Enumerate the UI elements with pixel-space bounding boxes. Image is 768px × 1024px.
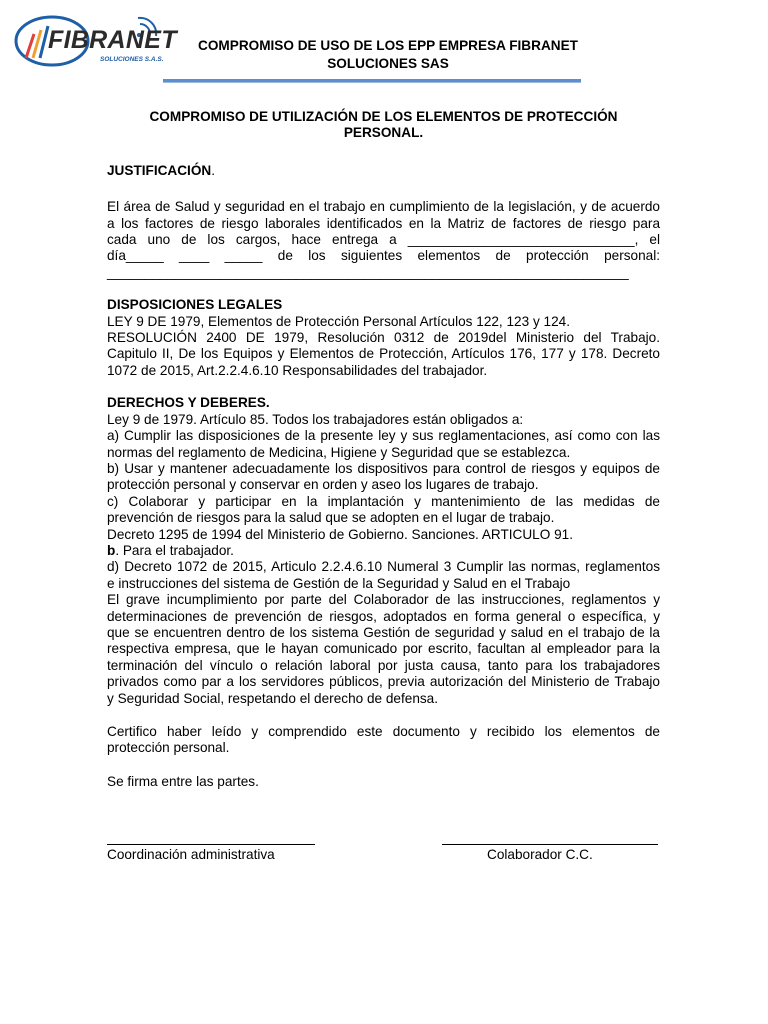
justificacion-heading-period: . [211, 162, 216, 178]
disposiciones-line: LEY 9 DE 1979, Elementos de Protección Personal Artículos 122, 123 y 124. [107, 313, 570, 329]
certifico-line: Certifico haber leído y comprendido este documento y recibido los elementos de [107, 724, 660, 739]
derechos-item-c: c) Colaborar y participar en la implantación y mantenimiento de las medidas de [107, 493, 660, 509]
document-body [107, 109, 660, 790]
document-title-line1: COMPROMISO DE UTILIZACIÓN DE LOS ELEMENTOS DE PROTECCIÓN [149, 109, 618, 124]
disposiciones-heading: DISPOSICIONES LEGALES [107, 297, 283, 313]
derechos-item-a: a) Cumplir las disposiciones de la presente ley y sus reglamentaciones, así como con las [107, 428, 660, 444]
signature-line-right[interactable] [442, 832, 658, 845]
logo-subtitle: SOLUCIONES S.A.S. [100, 56, 164, 63]
grave-line: y Seguridad Social, respetando el derecho de defensa. [107, 690, 439, 706]
grave-line: determinaciones de prevención de riesgos, adoptados en forma general o específica, y [107, 608, 660, 624]
justificacion-blank-line: _____________________________________________________________________ [107, 264, 629, 280]
derechos-item-c: prevención de riesgos para la salud que se adopten en el lugar de trabajo. [107, 510, 555, 526]
derechos-heading: DERECHOS Y DEBERES. [107, 395, 270, 411]
certifico-line: protección personal. [107, 740, 230, 756]
justificacion-heading [107, 163, 660, 179]
grave-line: terminación del vínculo o relación laboral por justa causa, tanto para los trabajadores [107, 657, 660, 673]
derechos-item-a: normas del reglamento de Medicina, Higiene y Seguridad que se establezca. [107, 444, 571, 460]
signature-label-left: Coordinación administrativa [107, 847, 275, 862]
derechos-item-b: protección personal y conservar en orden y aseo los lugares de trabajo. [107, 477, 539, 493]
se-firma-text: Se firma entre las partes. [107, 773, 259, 789]
document-title-line2: PERSONAL. [343, 125, 424, 141]
para-trabajador-letter: b [107, 542, 116, 558]
justificacion-line: a los factores de riesgo laborales identificados en la Matriz de factores de riesgo para [107, 215, 660, 231]
header-title [180, 37, 596, 73]
justificacion-heading-text: JUSTIFICACIÓN [107, 162, 212, 178]
derechos-item-b: b) Usar y mantener adecuadamente los dispositivos para control de riesgos y equipos de [107, 460, 660, 476]
derechos-decreto: Decreto 1295 de 1994 del Ministerio de Gobierno. Sanciones. ARTICULO 91. [107, 526, 573, 542]
derechos-item-d: d) Decreto 1072 de 2015, Articulo 2.2.4.6.10 Numeral 3 Cumplir las normas, reglamentos [107, 559, 660, 575]
header-divider [163, 79, 581, 83]
logo-wordmark: FIBRANET [48, 26, 177, 54]
para-trabajador-text: . Para el trabajador. [115, 542, 234, 558]
grave-line: El grave incumplimiento por parte del Colaborador de las instrucciones, reglamentos y [107, 592, 660, 608]
grave-line: respectiva empresa, que le hayan comunicado por escrito, facultan al empleador para la [107, 641, 660, 657]
signature-block-left [107, 832, 315, 863]
grave-line: privados como par a los servidores públicos, previa autorización del Ministerio de Trabajo [107, 674, 660, 690]
signature-line-left[interactable] [107, 832, 315, 845]
justificacion-line: día_____ ____ _____ de los siguientes elementos de protección personal: [107, 248, 660, 264]
signature-block-right [442, 832, 658, 863]
disposiciones-line: 1072 de 2015, Art.2.2.4.6.10 Responsabilidades del trabajador. [107, 362, 488, 378]
disposiciones-line: Capitulo II, De los Equipos y Elementos de Protección, Artículos 176, 177 y 178. Decreto [107, 346, 660, 362]
header-title-line1: COMPROMISO DE USO DE LOS EPP EMPRESA FIBRANET [198, 38, 578, 53]
document-title [107, 109, 660, 142]
justificacion-line: cada uno de los cargos, hace entrega a ______________________________, el [107, 232, 660, 248]
derechos-item-d: e instrucciones del sistema de Gestión de la Seguridad y Salud en el Trabajo [107, 575, 571, 591]
justificacion-line: El área de Salud y seguridad en el trabajo en cumplimiento de la legislación, y de acuerdo [107, 199, 660, 215]
header-title-line2: SOLUCIONES SAS [327, 56, 449, 71]
signature-label-right: Colaborador C.C. [487, 847, 593, 862]
fibranet-logo [14, 14, 177, 70]
disposiciones-line: RESOLUCIÓN 2400 DE 1979, Resolución 0312 de 2019del Ministerio del Trabajo. [107, 330, 660, 346]
derechos-para-trabajador [107, 543, 660, 559]
derechos-intro: Ley 9 de 1979. Artículo 85. Todos los trabajadores están obligados a: [107, 411, 524, 427]
grave-line: que se encuentren dentro de los sistema Gestión de seguridad y salud en el trabajo de la [107, 624, 660, 640]
